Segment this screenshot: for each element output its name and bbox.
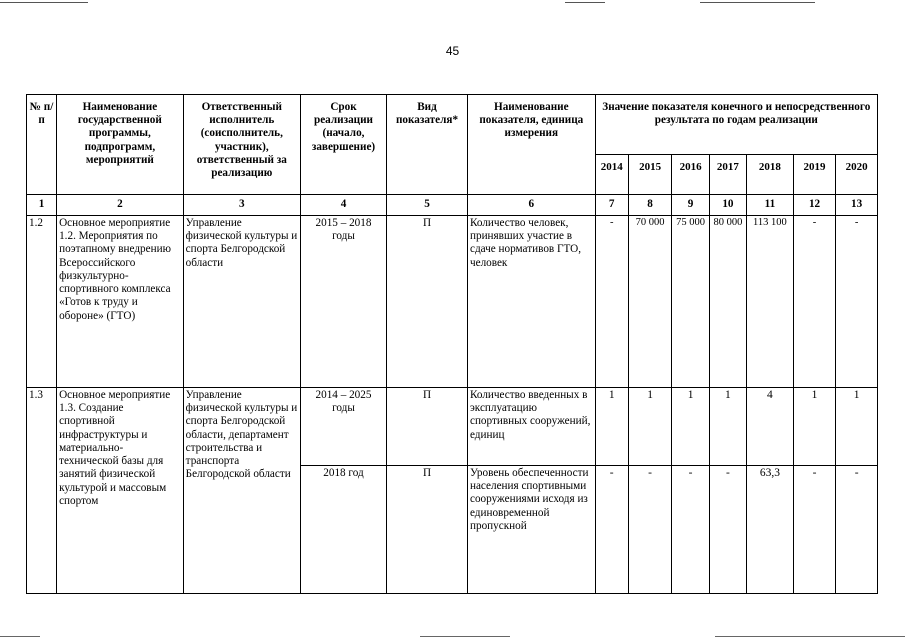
- column-number: 3: [183, 195, 300, 216]
- row-value: -: [595, 216, 628, 388]
- column-number: 12: [793, 195, 836, 216]
- header-values: Значение показателя конечного и непосредственного результата по годам реализации: [595, 95, 877, 155]
- row-executor: Управление физической культуры и спорта Белгородской области: [183, 216, 300, 388]
- column-number: 11: [747, 195, 794, 216]
- row-value: 1: [628, 388, 672, 466]
- row-indicator-type: П: [387, 216, 468, 388]
- column-number: 2: [57, 195, 184, 216]
- header-program-name: Наименование государственной программы, подпрограмм, мероприятий: [57, 95, 184, 195]
- row-term: 2014 – 2025 годы: [300, 388, 386, 466]
- header-term: Срок реализации (начало, завершение): [300, 95, 386, 195]
- row-indicator-name: Количество человек, принявших участие в сдаче нормативов ГТО, человек: [467, 216, 595, 388]
- row-value: 1: [793, 388, 836, 466]
- scan-artifact-bottom: [0, 632, 905, 640]
- row-indicator-type: П: [387, 388, 468, 466]
- row-value: 1: [709, 388, 746, 466]
- column-number: 5: [387, 195, 468, 216]
- header-year: 2016: [672, 155, 709, 195]
- header-year: 2019: [793, 155, 836, 195]
- row-value: 1: [672, 388, 709, 466]
- column-number: 1: [27, 195, 57, 216]
- row-value: -: [836, 216, 878, 388]
- table-row-1-3: [27, 388, 878, 466]
- column-number: 9: [672, 195, 709, 216]
- row-value: 1: [595, 388, 628, 466]
- page-number: 45: [445, 44, 460, 58]
- row-value: -: [709, 466, 746, 594]
- row-value: -: [793, 216, 836, 388]
- row-value: 4: [747, 388, 794, 466]
- row-executor: Управление физической культуры и спорта Белгородской области, департамент строительства и транспорта Белгородской области: [183, 388, 300, 594]
- scan-artifact-top: [0, 0, 905, 6]
- row-term: 2015 – 2018 годы: [300, 216, 386, 388]
- header-executor: Ответственный исполнитель (соисполнитель, участник), ответственный за реализацию: [183, 95, 300, 195]
- header-year: 2015: [628, 155, 672, 195]
- column-number: 7: [595, 195, 628, 216]
- row-indicator-name: Количество введенных в эксплуатацию спортивных сооружений, единиц: [467, 388, 595, 466]
- row-program-name: Основное мероприятие 1.2. Мероприятия по поэтапному внедрению Всероссийского физкультурно-спортивного комплекса «Готов к труду и обороне» (ГТО): [57, 216, 184, 388]
- column-number: 4: [300, 195, 386, 216]
- header-year: 2014: [595, 155, 628, 195]
- table-header-row: [27, 95, 878, 155]
- row-term: 2018 год: [300, 466, 386, 594]
- header-indicator-name: Наименование показателя, единица измерения: [467, 95, 595, 195]
- row-value: 80 000: [709, 216, 746, 388]
- header-indicator-type: Вид показателя*: [387, 95, 468, 195]
- column-number: 8: [628, 195, 672, 216]
- row-program-name: Основное мероприятие 1.3. Создание спортивной инфраструктуры и материально-технической базы для занятий физической культурой и массовым спортом: [57, 388, 184, 594]
- header-year: 2020: [836, 155, 878, 195]
- row-value: -: [836, 466, 878, 594]
- row-indicator-name: Уровень обеспеченности населения спортивными сооружениями исходя из единовременной пропускной: [467, 466, 595, 594]
- table-row-1-2: [27, 216, 878, 388]
- row-indicator-type: П: [387, 466, 468, 594]
- header-num: № п/п: [27, 95, 57, 195]
- column-number: 13: [836, 195, 878, 216]
- row-value: 75 000: [672, 216, 709, 388]
- row-value: -: [793, 466, 836, 594]
- row-num: 1.3: [27, 388, 57, 594]
- row-value: -: [628, 466, 672, 594]
- column-number: 6: [467, 195, 595, 216]
- row-value: 1: [836, 388, 878, 466]
- column-numbers-row: [27, 195, 878, 216]
- row-value: -: [672, 466, 709, 594]
- row-num: 1.2: [27, 216, 57, 388]
- row-value: 113 100: [747, 216, 794, 388]
- header-year: 2017: [709, 155, 746, 195]
- row-value: 70 000: [628, 216, 672, 388]
- column-number: 10: [709, 195, 746, 216]
- row-value: -: [595, 466, 628, 594]
- header-year: 2018: [747, 155, 794, 195]
- row-value: 63,3: [747, 466, 794, 594]
- indicators-table: [26, 94, 878, 594]
